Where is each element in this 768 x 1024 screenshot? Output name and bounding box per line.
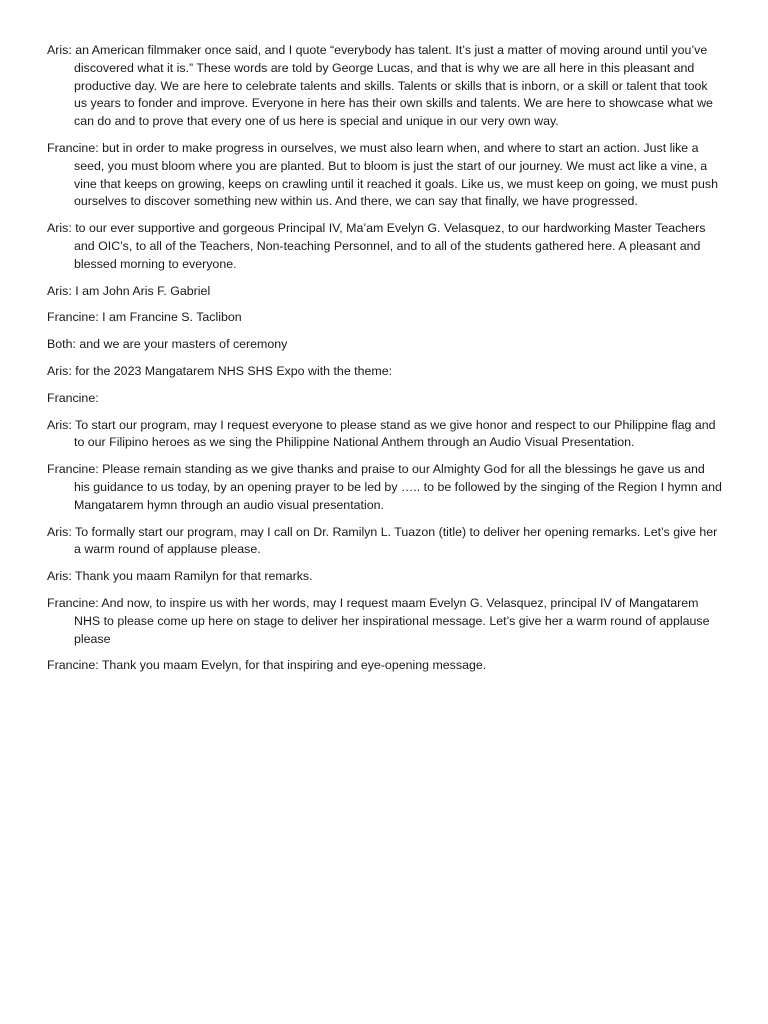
script-paragraph: Aris: To start our program, may I request everyone to please stand as we give honor and respect to our Philippine flag and to our Filipino heroes as we sing the Philippine National Anthem through an Audio Visual Presentation. [47,417,716,450]
script-paragraph: Aris: an American filmmaker once said, and I quote “everybody has talent. It’s just a matter of moving around until you’ve discovered what it is.” These words are told by George Lucas, and that is why we are all here in this pleasant and productive day. We are here to celebrate talents and skills. Talents or skills that is inborn, or a skill or talent that took us years to fonder and improve. Everyone in here has their own skills and talents. We are here to showcase what we can do and to prove that every one of us here is special and unique in our very own way. [47,43,713,129]
script-paragraph: Francine: but in order to make progress in ourselves, we must also learn when, and where to start an action. Just like a seed, you must bloom where you are planted. But to bloom is just the start of our journey. We must act like a vine, a vine that keeps on growing, keeps on crawling until it reached it goals. Like us, we must keep on going, we must push ourselves to discover something new within us. And there, we can say that finally, we have progressed. [47,140,718,209]
script-paragraph: Aris: for the 2023 Mangatarem NHS SHS Expo with the theme: [47,363,393,378]
script-paragraph: Both: and we are your masters of ceremony [47,337,288,352]
script-paragraph: Francine: Please remain standing as we give thanks and praise to our Almighty God for all the blessings he gave us and his guidance to us today, by an opening prayer to be led by ….. to be followed by the singing of the Region I hymn and Mangatarem hymn through an audio visual presentation. [47,462,722,512]
program-script [47,42,723,684]
script-paragraph: Aris: I am John Aris F. Gabriel [47,283,211,298]
script-paragraph: Aris: to our ever supportive and gorgeous Principal IV, Ma’am Evelyn G. Velasquez, to our hardworking Master Teachers and OIC’s, to all of the Teachers, Non-teaching Personnel, and to all of the students gathered here. A pleasant and blessed morning to everyone. [47,221,706,271]
script-paragraph: Aris: Thank you maam Ramilyn for that remarks. [47,569,313,584]
script-paragraph: Aris: To formally start our program, may I call on Dr. Ramilyn L. Tuazon (title) to deliver her opening remarks. Let’s give her a warm round of applause please. [47,524,718,557]
script-paragraph: Francine: Thank you maam Evelyn, for that inspiring and eye-opening message. [47,658,487,673]
script-paragraph: Francine: And now, to inspire us with her words, may I request maam Evelyn G. Velasquez, principal IV of Mangatarem NHS to please come up here on stage to deliver her inspirational message. Let’s give her a warm round of applause please [47,595,710,646]
script-paragraph: Francine: [47,390,99,405]
script-paragraph: Francine: I am Francine S. Taclibon [47,310,242,325]
